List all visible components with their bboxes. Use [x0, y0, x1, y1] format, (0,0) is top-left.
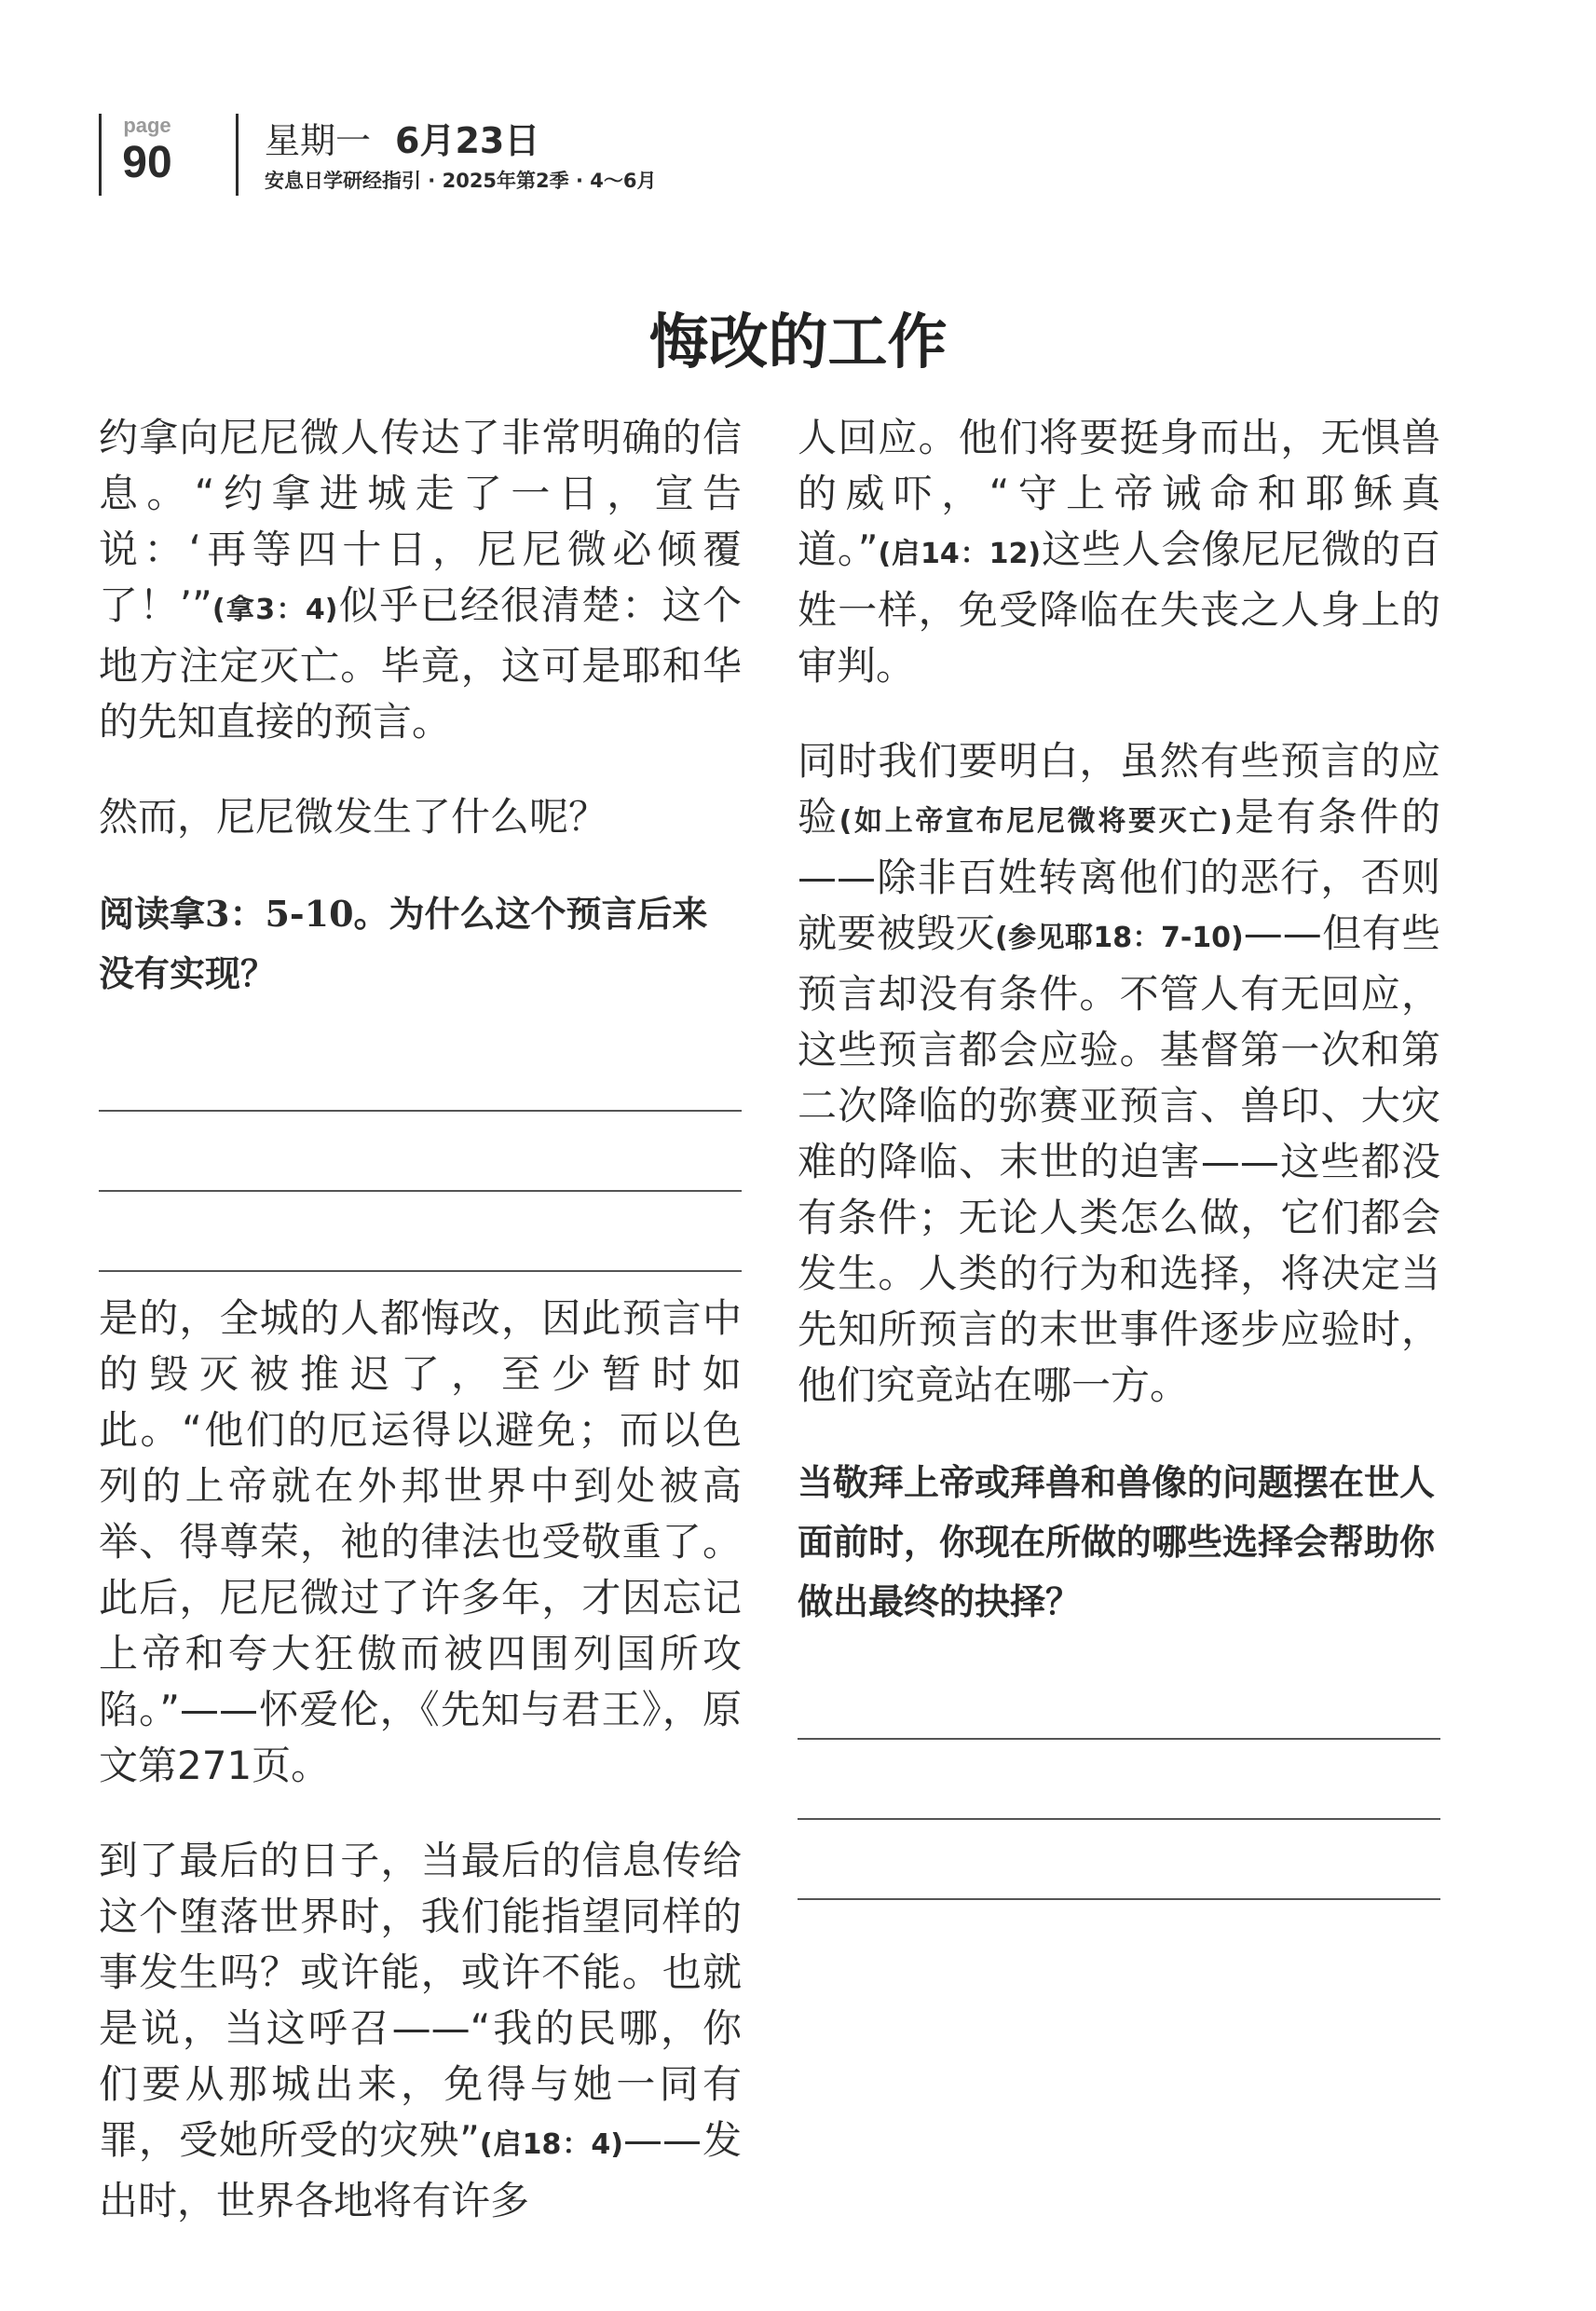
paragraph-text: 同时我们要明白，虽然有些预言的应验 — [798, 738, 1440, 840]
answer-line[interactable] — [798, 1820, 1440, 1900]
paragraph — [99, 410, 742, 750]
scripture-reference: (如上帝宣布尼尼微将要灭亡) — [839, 805, 1233, 838]
paragraph-text: 是有条件的——除非百姓转离他们的恶行，否则就要被毁灭 — [798, 794, 1440, 956]
answer-line[interactable] — [798, 1740, 1440, 1820]
left-column — [99, 410, 742, 2268]
study-question: 当敬拜上帝或拜兽和兽像的问题摆在世人面前时，你现在所做的哪些选择会帮助你做出最终的抉择？ — [798, 1461, 1436, 1622]
weekday: 星期一 — [265, 120, 372, 161]
page-label: page — [123, 114, 171, 137]
paragraph-text: ——但有些预言却没有条件。不管人有无回应，这些预言都会应验。基督第一次和第二次降临的弥赛亚预言、兽印、大灾难的降临、末世的迫害——这些都没有条件；无论人类怎么做，它们都会发生。人类的行为和选择，将决定当先知所预言的末世事件逐步应验时，他们究竟站在哪一方。 — [798, 910, 1440, 1408]
page-number: 90 — [122, 138, 172, 187]
paragraph — [798, 733, 1440, 1414]
lesson-title: 悔改的工作 — [648, 308, 948, 377]
scripture-reference: (拿3：4) — [211, 594, 338, 626]
scripture-reference: (启18：4) — [479, 2128, 623, 2161]
answer-lines[interactable] — [798, 1660, 1440, 1900]
paragraph-text: 约拿向尼尼微人传达了非常明确的信息。“约拿进城走了一日，宣告说：‘再等四十日，尼尼微必倾覆了！’” — [99, 415, 742, 628]
right-column — [798, 410, 1440, 1919]
answer-line[interactable] — [99, 1192, 742, 1272]
guide-title: 安息日学研经指引 · 2025年第2季 · 4～6月 — [265, 170, 657, 192]
scripture-reference: (参见耶18：7-10) — [995, 922, 1244, 954]
answer-line[interactable] — [99, 1112, 742, 1192]
day-line — [265, 119, 656, 162]
answer-line[interactable] — [798, 1660, 1440, 1740]
scripture-reference: (启14：12) — [878, 538, 1042, 570]
paragraph-text: 人回应。他们将要挺身而出，无惧兽的威吓，“守上帝诫命和耶稣真道。” — [798, 415, 1440, 572]
study-question: 阅读拿3：5-10。为什么这个预言后来没有实现？ — [99, 893, 708, 994]
paragraph: 是的，全城的人都悔改，因此预言中的毁灭被推迟了，至少暂时如此。“他们的厄运得以避免；而以色列的上帝就在外邦世界中到处被高举、得尊荣，祂的律法也受敬重了。此后，尼尼微过了许多年，才因忘记上帝和夸大狂傲而被四围列国所攻陷。”——怀爱伦，《先知与君王》，原文第271页。 — [99, 1295, 742, 1788]
paragraph — [99, 1833, 742, 2229]
date: 6月23日 — [395, 120, 540, 161]
page-marker — [99, 114, 193, 196]
page-header — [265, 119, 656, 194]
answer-lines[interactable] — [99, 1032, 742, 1272]
header-divider — [236, 114, 239, 196]
paragraph-text: 似乎已经很清楚：这个地方注定灭亡。毕竟，这可是耶和华的先知直接的预言。 — [99, 582, 742, 745]
paragraph-text: 这些人会像尼尼微的百姓一样，免受降临在失丧之人身上的审判。 — [798, 526, 1440, 689]
paragraph-text: 到了最后的日子，当最后的信息传给这个堕落世界时，我们能指望同样的事发生吗？或许能，或许不能。也就是说，当这呼召——“我的民哪，你们要从那城出来，免得与她一同有罪，受她所受的灾殃” — [99, 1838, 742, 2163]
paragraph — [798, 410, 1440, 694]
paragraph-text: ——发出时，世界各地将有许多 — [99, 2117, 742, 2223]
answer-line[interactable] — [99, 1032, 742, 1112]
paragraph: 然而，尼尼微发生了什么呢？ — [99, 794, 608, 840]
